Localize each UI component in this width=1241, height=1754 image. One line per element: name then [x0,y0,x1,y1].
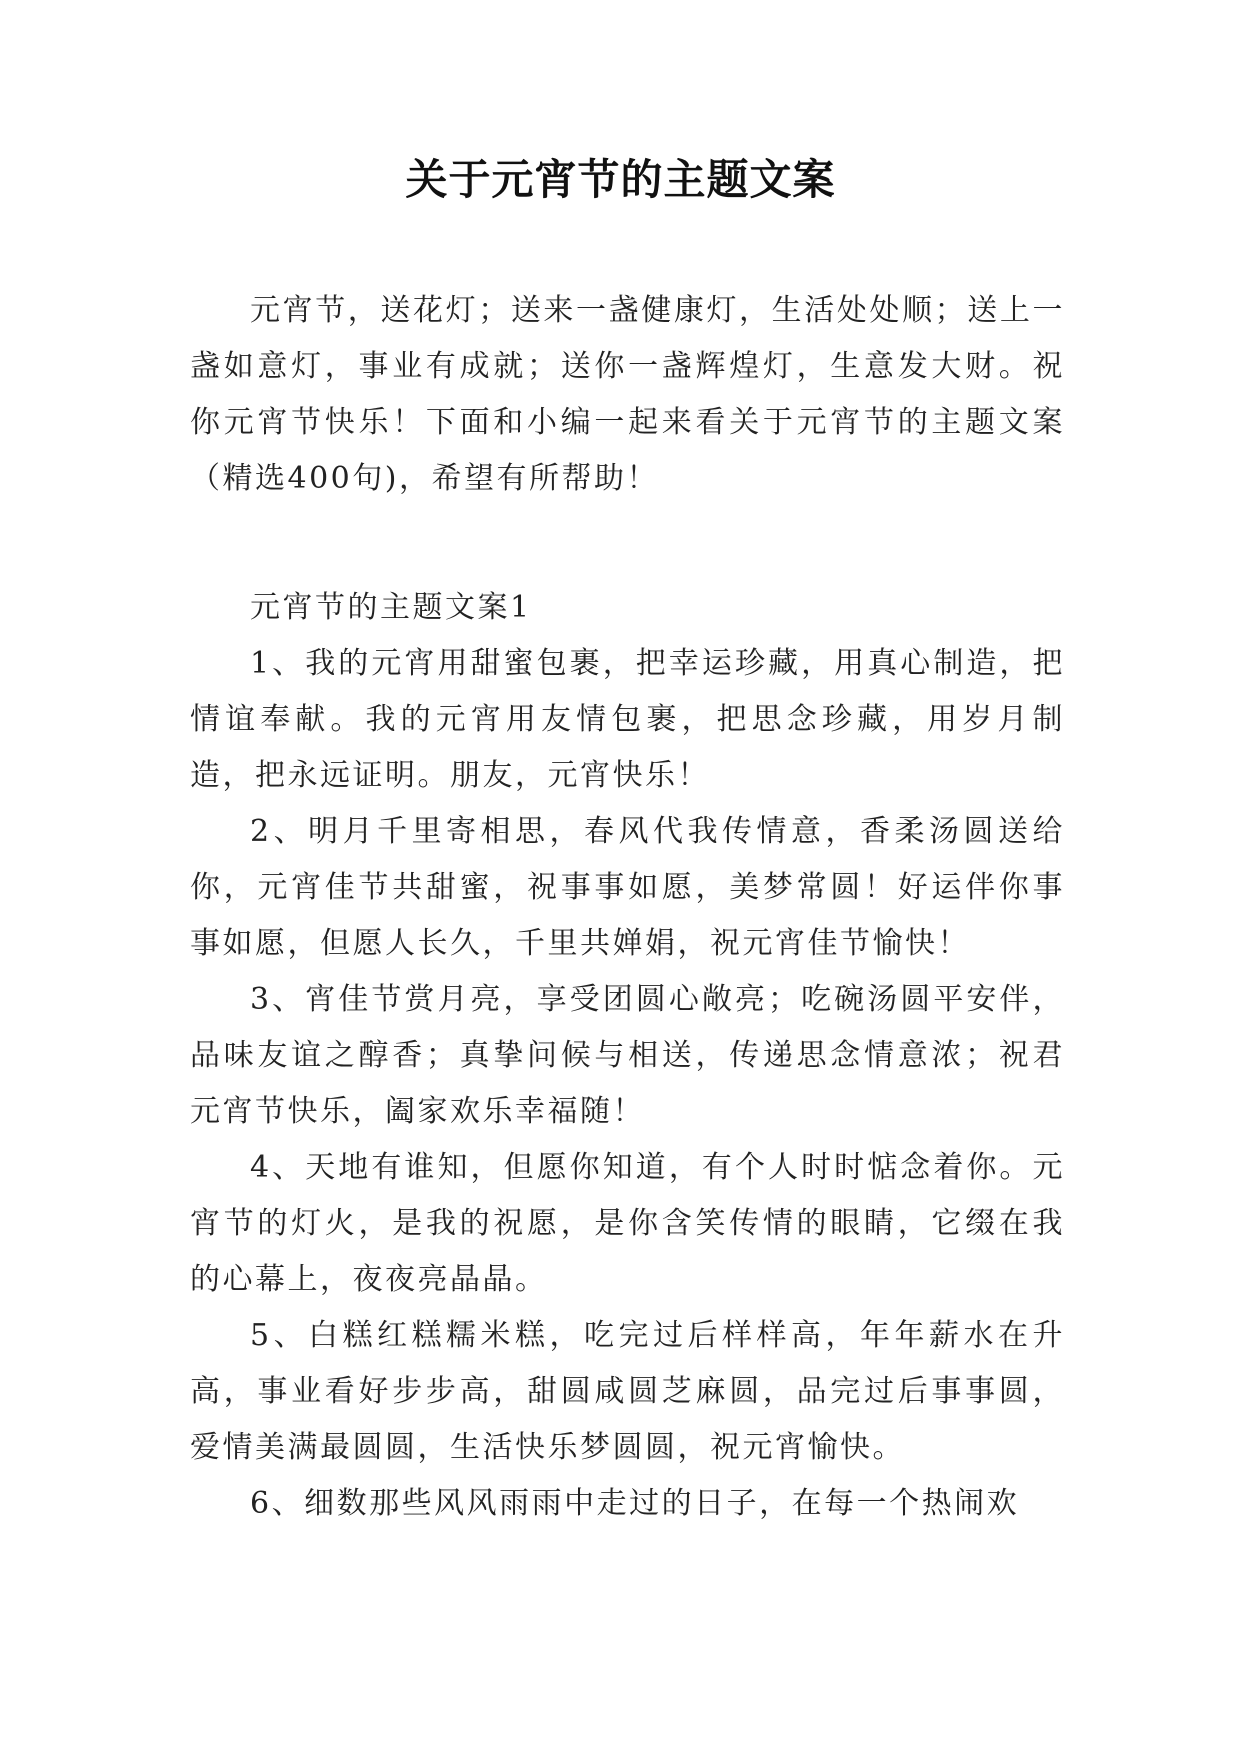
list-item: 4、天地有谁知，但愿你知道，有个人时时惦念着你。元宵节的灯火，是我的祝愿，是你含笑传情的眼睛，它缀在我的心幕上，夜夜亮晶晶。 [190,1150,1065,1297]
intro-block [190,283,1065,507]
list-item: 6、细数那些风风雨雨中走过的日子，在每一个热闹欢 [250,1486,1020,1521]
list-item: 3、宵佳节赏月亮，享受团圆心敞亮；吃碗汤圆平安伴，品味友谊之醇香；真挚问候与相送，传递思念情意浓；祝君元宵节快乐，阖家欢乐幸福随！ [190,982,1065,1129]
list-item: 1、我的元宵用甜蜜包裹，把幸运珍藏，用真心制造，把情谊奉献。我的元宵用友情包裹，把思念珍藏，用岁月制造，把永远证明。朋友，元宵快乐！ [190,646,1065,793]
content-block [190,580,1065,1532]
section-heading: 元宵节的主题文案1 [250,590,532,625]
intro-paragraph: 元宵节，送花灯；送来一盏健康灯，生活处处顺；送上一盏如意灯，事业有成就；送你一盏辉煌灯，生意发大财。祝你元宵节快乐！下面和小编一起来看关于元宵节的主题文案（精选400句)，希望有所帮助！ [190,293,1065,496]
list-item: 5、白糕红糕糯米糕，吃完过后样样高，年年薪水在升高，事业看好步步高，甜圆咸圆芝麻圆，品完过后事事圆，爱情美满最圆圆，生活快乐梦圆圆，祝元宵愉快。 [190,1318,1065,1465]
list-item: 2、明月千里寄相思，春风代我传情意，香柔汤圆送给你，元宵佳节共甜蜜，祝事事如愿，美梦常圆！好运伴你事事如愿，但愿人长久，千里共婵娟，祝元宵佳节愉快！ [190,814,1065,961]
document-title: 关于元宵节的主题文案 [405,155,836,204]
